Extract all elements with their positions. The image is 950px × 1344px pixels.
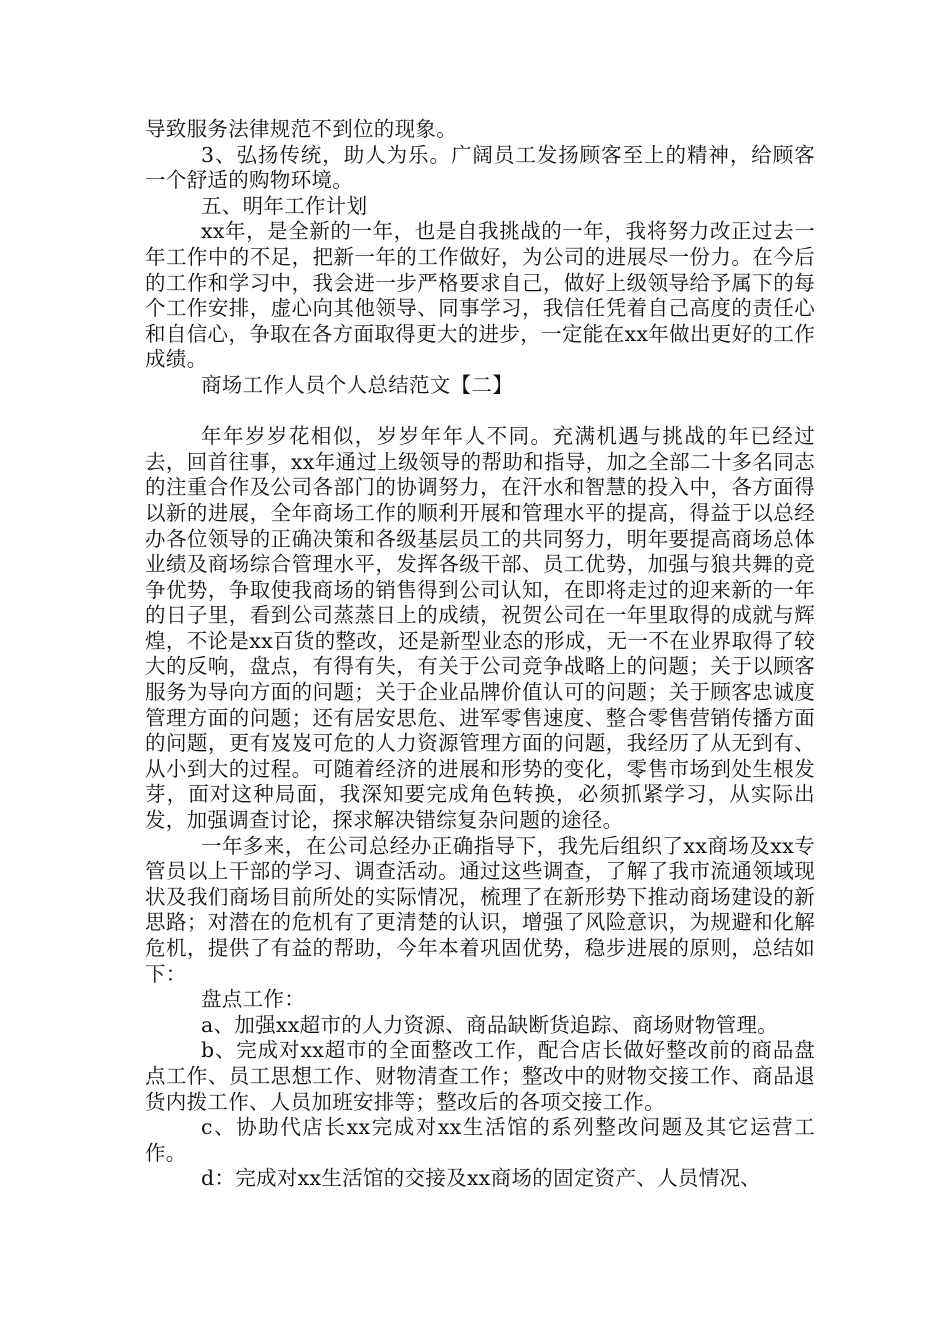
list-item-b: b、完成对xx超市的全面整改工作，配合店长做好整改前的商品盘点工作、员工思想工作、财物清查工作；整改中的财物交接工作、商品退货内拨工作、人员加班安排等；整改后的各项交接工作。: [145, 1038, 815, 1114]
document-page: [145, 117, 815, 1192]
section-heading-summary-two: 商场工作人员个人总结范文【二】: [201, 372, 513, 397]
list-item-c: c、协助代店长xx完成对xx生活馆的系列整改问题及其它运营工作。: [145, 1115, 815, 1165]
section-heading-next-year-plan: 五、明年工作计划: [201, 193, 368, 218]
paragraph-tradition: 3、弘扬传统，助人为乐。广阔员工发扬顾客至上的精神，给顾客一个舒适的购物环境。: [145, 142, 815, 193]
blank-line: [145, 399, 815, 425]
paragraph-investigation: 一年多来，在公司总经办正确指导下，我先后组织了xx商场及xx专管员以上干部的学习、调查活动。通过这些调查，了解了我市流通领域现状及我们商场目前所处的实际情况，梳理了在新形势下推动商场建设的新思路；对潜在的危机有了更清楚的认识，增强了风险意识，为规避和化解危机，提供了有益的帮助，今年本着巩固优势，稳步进展的原则，总结如下：: [145, 833, 815, 986]
list-item-a: a、加强xx超市的人力资源、商品缺断货追踪、商场财物管理。: [201, 1012, 779, 1037]
paragraph-service-law: 导致服务法律规范不到位的现象。: [145, 117, 457, 141]
paragraph-year-review: 年年岁岁花相似，岁岁年年人不同。充满机遇与挑战的年已经过去，回首往事，xx年通过上级领导的帮助和指导，加之全部二十多名同志的注重合作及公司各部门的协调努力，在汗水和智慧的投入中，各方面得以新的进展，全年商场工作的顺利开展和管理水平的提高，得益于以总经办各位领导的正确决策和各级基层员工的共同努力，明年要提高商场总体业绩及商场综合管理水平，发挥各级干部、员工优势，加强与狼共舞的竞争优势，争取使我商场的销售得到公司认知，在即将走过的迎来新的一年的日子里，看到公司蒸蒸日上的成绩，祝贺公司在一年里取得的成就与辉煌，不论是xx百货的整改，还是新型业态的形成，无一不在业界取得了较大的反响，盘点，有得有失，有关于公司竞争战略上的问题；关于以顾客服务为导向方面的问题；关于企业品牌价值认可的问题；关于顾客忠诚度管理方面的问题；还有居安思危、进军零售速度、整合零售营销传播方面的问题，更有岌岌可危的人力资源管理方面的问题，我经历了从无到有、从小到大的过程。可随着经济的进展和形势的变化，零售市场到处生根发芽，面对这种局面，我深知要完成角色转换，必须抓紧学习，从实际出发，加强调查讨论，探求解决错综复杂问题的途径。: [145, 424, 815, 833]
paragraph-next-year: xx年，是全新的一年，也是自我挑战的一年，我将努力改正过去一年工作中的不足，把新一年的工作做好，为公司的进展尽一份力。在今后的工作和学习中，我会进一步严格要求自己，做好上级领导给予属下的每个工作安排，虚心向其他领导、同事学习，我信任凭着自己高度的责任心和自信心，争取在各方面取得更大的进步，一定能在xx年做出更好的工作成绩。: [145, 219, 815, 372]
list-item-d: d：完成对xx生活馆的交接及xx商场的固定资产、人员情况、: [201, 1166, 762, 1191]
section-heading-inventory-work: 盘点工作：: [201, 987, 305, 1012]
